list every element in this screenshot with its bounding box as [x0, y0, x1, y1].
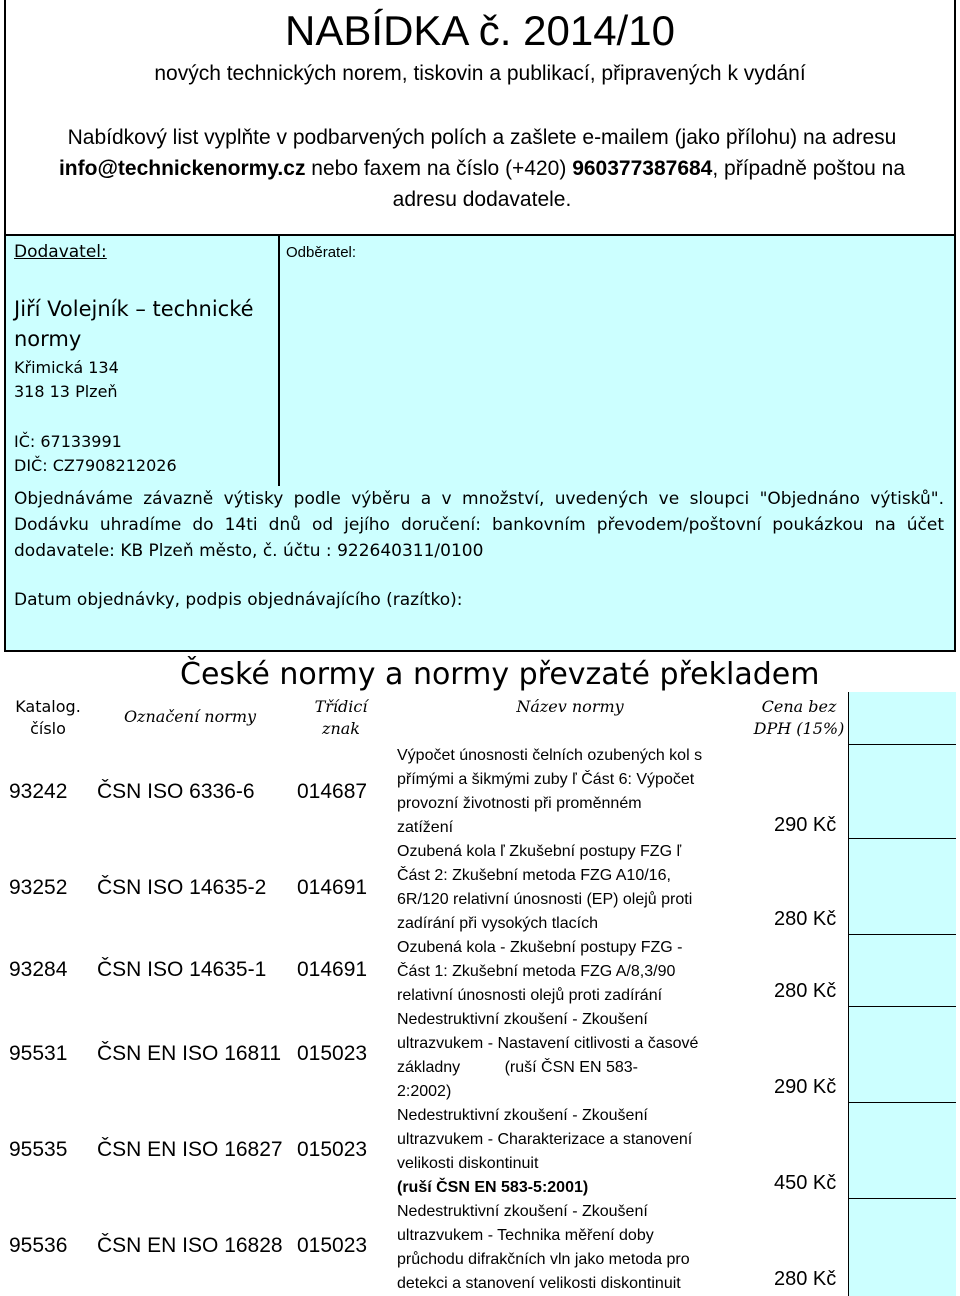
- price: 280 Kč: [774, 980, 837, 1002]
- name-line: ultrazvukem - Technika měření doby: [397, 1227, 654, 1244]
- supplier-city: 318 13 Plzeň: [14, 382, 118, 401]
- supplier-box: [4, 236, 280, 486]
- name-line: Část 1: Zkušební metoda FZG A/8,3/90: [397, 963, 676, 980]
- order-date-label: Datum objednávky, podpis objednávajícího (razítko):: [14, 590, 463, 610]
- price: 450 Kč: [774, 1172, 837, 1194]
- sort-code: 014687: [297, 780, 368, 803]
- name-line: 6R/120 relativní únosnosti (EP) olejů proti: [397, 891, 693, 908]
- catalog-number: 95536: [9, 1234, 68, 1257]
- sort-code: 014691: [297, 958, 368, 981]
- standard-designation: ČSN EN ISO 16811: [97, 1042, 282, 1065]
- name-line: zatížení: [397, 819, 454, 836]
- instructions-text-2: nebo faxem na číslo (+420): [305, 157, 573, 180]
- catalog-number: 93284: [9, 958, 68, 981]
- ordered-cell[interactable]: [849, 838, 956, 934]
- standard-name: [397, 1008, 742, 1104]
- standard-designation: ČSN EN ISO 16828: [97, 1234, 283, 1257]
- catalog-number: 93242: [9, 780, 68, 803]
- ordered-column: [848, 692, 956, 1296]
- name-line: Část 2: Zkušební metoda FZG A10/16,: [397, 867, 671, 884]
- name-line: Nedestruktivní zkoušení - Zkoušení: [397, 1011, 648, 1028]
- instructions: [26, 122, 938, 215]
- col-header-catalog: Katalog. číslo: [15, 697, 81, 738]
- price: 290 Kč: [774, 1076, 837, 1098]
- catalog-number: 95531: [9, 1042, 68, 1065]
- standard-name: [397, 744, 742, 840]
- customer-box[interactable]: [280, 236, 956, 486]
- name-line: přímými a šikmými zuby ľ Část 6: Výpočet: [397, 771, 695, 788]
- name-line: velikosti diskontinuit: [397, 1155, 539, 1172]
- standard-name: [397, 936, 742, 1008]
- name-line: ultrazvukem - Nastavení citlivosti a časové: [397, 1035, 699, 1052]
- name-line: provozní životnosti při proměnném: [397, 795, 642, 812]
- name-line: Nedestruktivní zkoušení - Zkoušení: [397, 1203, 648, 1220]
- name-line: zadírání při vysokých tlacích: [397, 915, 598, 932]
- price: 280 Kč: [774, 908, 837, 930]
- ordered-cell[interactable]: [849, 744, 956, 838]
- order-statement-box[interactable]: [4, 486, 956, 652]
- col-header-name: Název normy: [516, 697, 624, 716]
- col-header-designation: Označení normy: [123, 707, 257, 726]
- name-line: základny (ruší ČSN EN 583-: [397, 1059, 638, 1076]
- order-statement: Objednáváme závazně výtisky podle výběru a v množství, uvedených ve sloupci "Objednáno výtisků". Dodávku uhradíme do 14ti dnů od jejího doručení: bankovním převodem/poštovní poukázkou na účet dodavatele: KB Plzeň město, č. účtu : 922640311/0100: [14, 489, 944, 561]
- ordered-cell[interactable]: [849, 1006, 956, 1102]
- customer-label: Odběratel:: [286, 244, 357, 261]
- standard-designation: ČSN ISO 14635-2: [97, 876, 267, 899]
- catalog-number: 93252: [9, 876, 68, 899]
- standard-name: [397, 1104, 742, 1200]
- name-line: relativní únosnosti olejů proti zadírání: [397, 987, 663, 1004]
- instructions-text-1: Nabídkový list vyplňte v podbarvených polích a zašlete e-mailem (jako přílohu) na adresu: [67, 126, 897, 149]
- standard-name: [397, 1200, 742, 1296]
- offer-title: NABÍDKA č. 2014/10: [285, 7, 675, 54]
- standard-name: [397, 840, 742, 936]
- supplier-label: Dodavatel:: [14, 242, 107, 262]
- supplier-street: Křimická 134: [14, 358, 119, 377]
- section-title: České normy a normy převzaté překladem: [180, 657, 820, 692]
- name-line: Ozubená kola ľ Zkušební postupy FZG ľ: [397, 843, 682, 860]
- name-line: 2:2002): [397, 1083, 452, 1100]
- ordered-cell[interactable]: [849, 934, 956, 1006]
- sort-code: 015023: [297, 1138, 368, 1161]
- email-link[interactable]: info@technickenormy.cz: [58, 157, 306, 180]
- name-line: detekci a stanovení velikosti diskontinuit: [397, 1275, 681, 1292]
- name-line: (ruší ČSN EN 583-5:2001): [397, 1179, 589, 1196]
- name-line: Ozubená kola - Zkušební postupy FZG -: [397, 939, 683, 956]
- price: 280 Kč: [774, 1268, 837, 1290]
- name-line: Nedestruktivní zkoušení - Zkoušení: [397, 1107, 648, 1124]
- standard-designation: ČSN ISO 6336-6: [97, 780, 255, 803]
- offer-subtitle: nových technických norem, tiskovin a publikací, připravených k vydání: [154, 62, 806, 85]
- sort-code: 015023: [297, 1042, 368, 1065]
- offer-header: [4, 0, 956, 236]
- supplier-dic: DIČ: CZ7908212026: [14, 456, 177, 475]
- name-line: ultrazvukem - Charakterizace a stanovení: [397, 1131, 693, 1148]
- standard-designation: ČSN ISO 14635-1: [97, 958, 267, 981]
- name-line: Výpočet únosnosti čelních ozubených kol s: [397, 747, 703, 764]
- standard-designation: ČSN EN ISO 16827: [97, 1138, 283, 1161]
- fax-number: 960377387684: [572, 157, 713, 180]
- price: 290 Kč: [774, 814, 837, 836]
- instructions-text-3: , případně poštou na adresu dodavatele.: [392, 157, 906, 211]
- sort-code: 014691: [297, 876, 368, 899]
- name-line: průchodu difrakčních vln jako metoda pro: [397, 1251, 690, 1268]
- col-header-sort: Třídicí znak: [314, 697, 368, 738]
- ordered-cell[interactable]: [849, 1102, 956, 1198]
- col-header-price: Cena bez DPH (15%): [753, 697, 845, 738]
- ordered-cell[interactable]: [849, 1198, 956, 1296]
- supplier-name: Jiří Volejník – technické normy: [14, 297, 254, 351]
- catalog-number: 95535: [9, 1138, 68, 1161]
- sort-code: 015023: [297, 1234, 368, 1257]
- supplier-ic: IČ: 67133991: [14, 432, 122, 451]
